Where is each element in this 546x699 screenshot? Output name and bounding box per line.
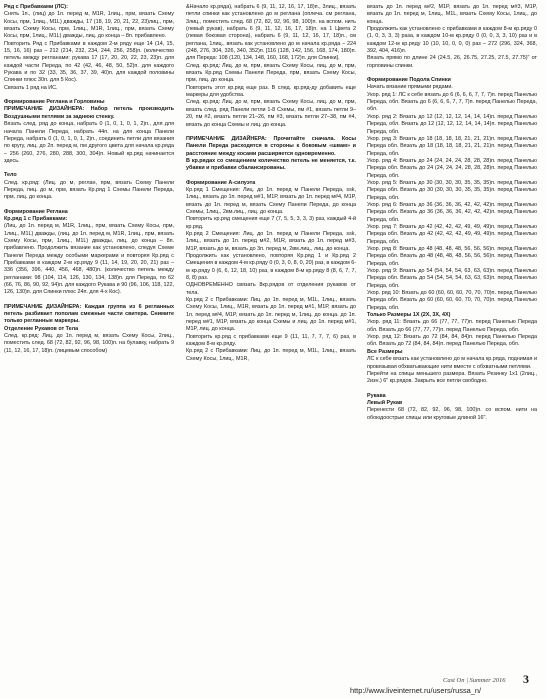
instruction-paragraph: Укор. ряд 2: Вязать до 12 (12, 12, 12, 14, 14, 14)п. перед Панелью Переда, обл. Вязать до 12 (12, 12, 12, 14, 14, 14)п. перед Панелью Переда, обл. (367, 113, 537, 135)
instruction-paragraph: Вязать прямо по длине 24 (24.5, 26, 26.75, 27.25, 27.5, 27.75)" от горловины спинки. (367, 55, 537, 69)
instruction-paragraph: вязать до 1п. перед м#2, M1P, вязать до 1п. перед м#3, M1P, вязать до 1п. перед м, 1лиц., M1L, вязать Схему Косы, 1лиц., до конца. (367, 4, 537, 25)
section-heading: Отделение Рукавов от Тела (4, 325, 79, 332)
instruction-paragraph: Повторить Ряд с Прибавками в каждом 2-м ряду еще 14 (14, 15, 15, 16, 16) раз – 212 (214, 232, 234, 244, 256, 258)п. (количество петель между регланами: рукава 17 (17, 20, 20, 22, 23, 23)п. для каждой части Переда, по 42 (42, 46, 48, 50, 52)п. для каждого Рукава и по 32 (33, 35, 36, 37, 39, 40)п. для каждой половины Спинки плюс 30п. для 5 Кос). (4, 40, 174, 84)
instruction-paragraph: Укор. ряд 12: Вязать до 72 (84, 84, 84)п. перед Панелью Переда обл. Вязать до 72 (84, 84, 84)п. перед Панелью Переда, обл. (367, 334, 537, 348)
instruction-paragraph: Укор. ряд 6: Вязать до 36 (36, 36, 36, 42, 42, 42)п. перед Панелью Переда обл. Вязать до 36 (36, 36, 36, 42, 42, 42)п. перед Панелью Переда, обл. (367, 201, 537, 223)
instruction-paragraph: Кр.ряд 2 с Прибавками: Лиц. до 1п. перед м, M1L, 1лиц., вязать Схему Косы, 1лиц., M1R, вязать до 1п. перед м#1, M1P, вязать до 1п. перед м#4, M1P, вязать до 1п. перед м, 1лиц. до конца. до 1п. перед м#1, M1P, вязать до конца Схемы и лиц. до 1п. перед м#1, M1P, лиц. до конца. (186, 297, 356, 333)
instruction-paragraph: Кр.ряд 1 Смещения: Лиц. до 1п. перед м Панели Переда, ssk, 1лиц., вязать до 1п. перед м#1, M1P, вязать до 1п. перед м#4, M1P, вязать до 1п. перед м, вязать Схему Панели Переда, до конца Схемы, 1лиц., 2вм.лиц., лиц. до конца. (186, 186, 356, 215)
paragraph-gap (186, 173, 356, 180)
instruction-paragraph: Связать 1 ряд на ИС. (4, 84, 58, 91)
instruction-paragraph: &Начало кр.ряда), набрать 6 (9, 11, 12, 16, 17, 18)п., 3лиц., вязать петли спинки как установлено до м реглана (оплеча. см реглана, 3лиц., поместить след. 68 (72, 82, 92, 96, 98, 100)п. на вспом. нить (левый рукав), набрать 6 (9, 11, 12, 16, 17, 18)п. на 1 Цвета 2 (левая боковая сторона), набрать 6 (9, 11, 12, 16, 17, 18)п., см реглана, 1лиц., вязать как установлено до м начала кр.ряда – 224 (248, 276, 304, 326, 340, 352)п. [116 (128, 142, 156, 168, 174, 180)п. для Переда: 108 (120, 134, 148, 160, 168, 172)п. для Спинки]. (186, 4, 356, 62)
instruction-paragraph: (Лиц. до 1п. перед м, M1R, 1лиц., прм, вязать Схему Косы, прм, 1лиц., M1L) дважды, (лиц. до 1п. перед м, M1R, 1лиц., прм, вязать Схему Косы, прм, 1лиц., M1L) дважды, лиц. до конца – 8п. прибавлено. Продолжить вязание как установлено, следуя Схеме Панели Переда между особыми маркерами и повторяя Кр.ряд с Прибавками в каждом 2-м кр.ряду 9 (11, 14, 19, 20, 20, 21) раз – 336 (356, 396, 440, 456, 468, 480)п. (количество петель между регланами: 98 (104, 114, 126, 130, 134, 138)п. для Переда, по 62 (66, 76, 86, 90, 92, 94)п. для каждого Рукава и 90 (96, 106, 118, 122, 126, 130)п. для Спинки плюс 24п. для 4-х Кос). (4, 223, 174, 296)
section-heading: Формирование Реглана (4, 208, 68, 215)
instruction-paragraph: Повторить кр.ряд смещения еще 7 (7, 5, 5, 3, 3, 3) раз, каждый 4-й кр.ряд. (186, 216, 356, 230)
instruction-paragraph: Вязать след. ряд до конца, набрать 0 (1, 0, 1, 0, 1, 2)п., для для начала Панели Переда, набрать 44п. на для конца Панели Переда, набрать 0 (1, 0, 1, 0, 1, 2)п., соединить петли для вязания по кругу, лиц. до 2п. перед м, пм другого цвета для начала кр.ряда – 256 (260, 276, 280, 288, 300, 304)п. Новый кр.ряд начинается здесь. (4, 121, 174, 164)
section-heading: Все Размеры (367, 348, 403, 355)
instruction-paragraph: След. кр.ряд: (Лиц. до м, реглан, прм, вязать Схему Панели Переда, лиц. до м, прм, вязать Кр.ряд 1 Схемы Панели Переда, прм, лиц. до конца. (4, 179, 174, 201)
instruction-paragraph: Укор. ряд 4: Вязать до 24 (24, 24, 24, 28, 28, 28)п. перед Панелью Переда обл. Вязать до 24 (24, 24, 24, 28, 28, 28)п. перед Панелью Переда, обл. (367, 157, 537, 179)
text-column-3 (367, 4, 537, 422)
instruction-paragraph: След. кр.ряд: Лиц. до м, прм, вязать Схему Косы, лиц. до м, прм, вязать Кр.ряд Схемы Панели Переда, прм, вязать Схему Косы, прм, лиц. до конца. (186, 62, 356, 84)
instruction-paragraph: След. кр.ряд: Лиц. до м, прм, вязать Схему Косы, лиц. до м, прм, вязать след. ряд Панели петли 1-8 Схемы, пм #1, вязать петли 9–20, пм #2, вязать петли 21–26, пм #3, вязать петли 27–38, пм #4, вязать до конца Схемы и лиц. до конца. (186, 99, 356, 128)
instruction-paragraph: Укор. ряд 10: Вязать до 60 (60, 60, 60, 70, 70, 70)п. перед Панелью Переда обл. Вязать до 60 (60, 60, 60, 70, 70, 70)п. перед Панелью Переда, обл. (367, 290, 537, 311)
section-heading: Формирование Реглана и Горловины (4, 99, 105, 106)
section-heading: Формирование Подола Спинки (367, 77, 451, 84)
instruction-paragraph: Продолжить как установлено с прибавками в каждом 8-м кр.ряду 0 (1, 0, 3, 3, 3) раза, в каждом 10-м кр.ряду 0 (0, 0, 3, 3, 10) раз и в каждом 12-м кр.ряду 10 (10, 10, 0, 0, 0) раз – 272 (296, 324, 368, 392, 404, 416)п. (367, 26, 537, 55)
instruction-paragraph: Укор. ряд 7: Вязать до 42 (42, 42, 42, 49, 49, 49)п. перед Панелью Переда обл. Вязать до 42 (42, 42, 42, 49, 49, 49)п. перед Панелью Переда, обл. (367, 223, 537, 245)
designer-note: ПРИМЕЧАНИЕ ДИЗАЙНЕРА: Прочитайте сначала. Косы Панели Переда расходятся в стороны к боковым «швам» и расстояние между косами расширяется одновременно. (186, 135, 356, 157)
section-heading: Левый Рукав (367, 399, 403, 406)
paragraph-gap (4, 202, 174, 209)
section-heading: Тело (4, 172, 17, 179)
page-number: 3 (523, 672, 529, 686)
instruction-paragraph: Начать вязание прямыми рядами. (367, 84, 453, 91)
text-column-1 (4, 4, 174, 355)
instruction-paragraph: Перенести 68 (72, 82, 92, 96, 98, 100)п. со вспом. нити на обоюдоострые спицы или круговые длиной 16". (367, 407, 537, 421)
designer-note: В кр.рядах со смещением количество петель не меняется, т.к. убавки и прибавки сбалансированы. (186, 157, 356, 172)
magazine-footer-title: Cast On | Summer 2016 (443, 677, 506, 684)
paragraph-gap (4, 165, 174, 172)
section-heading: Только Размеры 1X (2X, 3X, 4X) (367, 312, 451, 319)
instruction-paragraph: Укор. ряд 1: ЛС к себе вязать до 6 (6, 6, 6, 7, 7, 7)п. перед Панелью Переда, обл. Вязать до 6 (6, 6, 6, 7, 7, 7)п. перед Панелью Переда, обл. (367, 91, 537, 113)
paragraph-gap (4, 92, 174, 99)
instruction-paragraph: Укор. ряд 9: Вязать до 54 (54, 54, 54, 63, 63, 63)п. перед Панелью Переда обл. Вязать до 54 (54, 54, 54, 63, 63, 63)п. перед Панелью Переда, обл. (367, 268, 537, 289)
instruction-paragraph: Кр.ряд 2 с Прибавками: Лиц. до 1п. перед м, M1L, 1лиц., вязать Схему Косы, 1лиц., M1R, (186, 348, 356, 362)
instruction-paragraph: Повторить кр.ряд с прибавками еще 9 (11, 11, 7, 7, 7, 6) раз, в каждом 8-м кр.ряду. (186, 333, 356, 348)
instruction-paragraph: Кр.ряд 2 Смещения: Лиц. до 1п. перед м Панели Переда, ssk, 1лиц., вязать до 1п. перед м#2, M1R, вязать до 1п. перед м#3, M1P, вязать до м, вязать до 3п. перед м, 2вм.лиц., лиц. до конца. (186, 230, 356, 252)
section-heading: Ряд с Прибавками (ЛС): (4, 4, 68, 10)
designer-note: ПРИМЕЧАНИЕ ДИЗАЙНЕРА: Набор петель производить Воздушными петлями за заднюю стенку. (4, 106, 174, 120)
watermark-url[interactable]: http://www.liveinternet.ru/users/russa_n/ (350, 686, 482, 695)
instruction-paragraph: Укор. ряд 11: Вязать до 66 (77, 77, 77)п. перед Панелью Переда обл. Вязать до 66 (77, 77, 77)п. перед Панелью Переда, обл. (367, 319, 537, 333)
instruction-paragraph: След. кр.ряд: Лиц. до 1п. перед м, вязать Схему Косы, 2лиц., поместить след. 68 (72, 82, 92, 96, 98, 100)п. на булавку, набрать 9 (11, 12, 16, 17, 18)п. (лицевым способом) (4, 333, 174, 354)
designer-note: ПРИМЕЧАНИЕ ДИЗАЙНЕРА: Каждая группа из 6 регланных петель разбивает пополам смежные части свитера. Снимите только регланные маркеры. (4, 303, 174, 325)
instruction-paragraph: Укор. ряд 5: Вязать до 30 (30, 30, 30, 35, 35, 35)п. перед Панелью Переда обл. Вязать до 30 (30, 30, 30, 35, 35, 35)п. перед Панелью Переда, обл. (367, 179, 537, 201)
instruction-paragraph: Перейти на спицы меньшего размера. Вязать Резинку 1х1 (2лиц., 2изн.) 6" кр.рядов. Закрыть все петли свободно. (367, 370, 537, 385)
paragraph-gap (367, 70, 537, 77)
section-heading: Рукава (367, 392, 386, 399)
paragraph-gap (367, 386, 537, 393)
paragraph-gap (4, 297, 174, 304)
instruction-paragraph: Укор. ряд 3: Вязать до 18 (18, 18, 18, 21, 21, 21)п. перед Панелью Переда обл. Вязать до 18 (18, 18, 18, 21, 21, 21)п. перед Панелью Переда, обл. (367, 135, 537, 157)
instruction-paragraph: Укор. ряд 8: Вязать до 48 (48, 48, 48, 56, 56, 56)п. перед Панелью Переда обл. Вязать до 48 (48, 48, 48, 56, 56, 56)п. перед Панелью Переда, обл. (367, 246, 537, 267)
text-column-2 (186, 4, 356, 363)
instruction-paragraph: Продолжить как установлено, повторяя Кр.ряд 1 и Кр.ряд 2 Смещения в каждом 4-м кр.ряду 0 (0, 3, 0, 8, 0, 20) раз, в каждом 6-м кр.ряду 0 (6, 6, 12, 18, 10) раз, в каждом 8-м кр.ряду 8 (8, 6, 7, 7, 8, 8) раз. (186, 253, 356, 282)
paragraph-gap (186, 129, 356, 136)
instruction-paragraph: Снять 1п., (лиц) до 1п. перед м, М1R, 1лиц., прм, вязать Схему Косы, прм, 1лиц., M1L) дважды, 17 (18, 19, 20, 21, 22, 23)лиц., прм, вязать Схему Косы, прм, 1лиц., M1R, 1лиц., прм, вязать Схему Косы, прм, 1лиц., M1L) дважды, лиц. до конца – 8п. прибавлено. (4, 11, 174, 40)
instruction-paragraph: ОДНОВРЕМЕННО связать 8кр.рядов от отделения рукавов от тела. (186, 282, 356, 296)
instruction-paragraph: ЛС к себе вязать как установлено до м начала кр.ряда, поднимая и провязывая обхватывающие нити вместе с обхватными петлями. (367, 356, 537, 370)
instruction-paragraph: Повторить этот кр.ряд еще раз. В след. кр.ряд-ду добавить еще маркеры для удобства. (186, 84, 356, 99)
section-heading: Формирование А-силуэта (186, 179, 256, 186)
section-heading: Кр.ряд 1 с Прибавками: (4, 215, 68, 222)
